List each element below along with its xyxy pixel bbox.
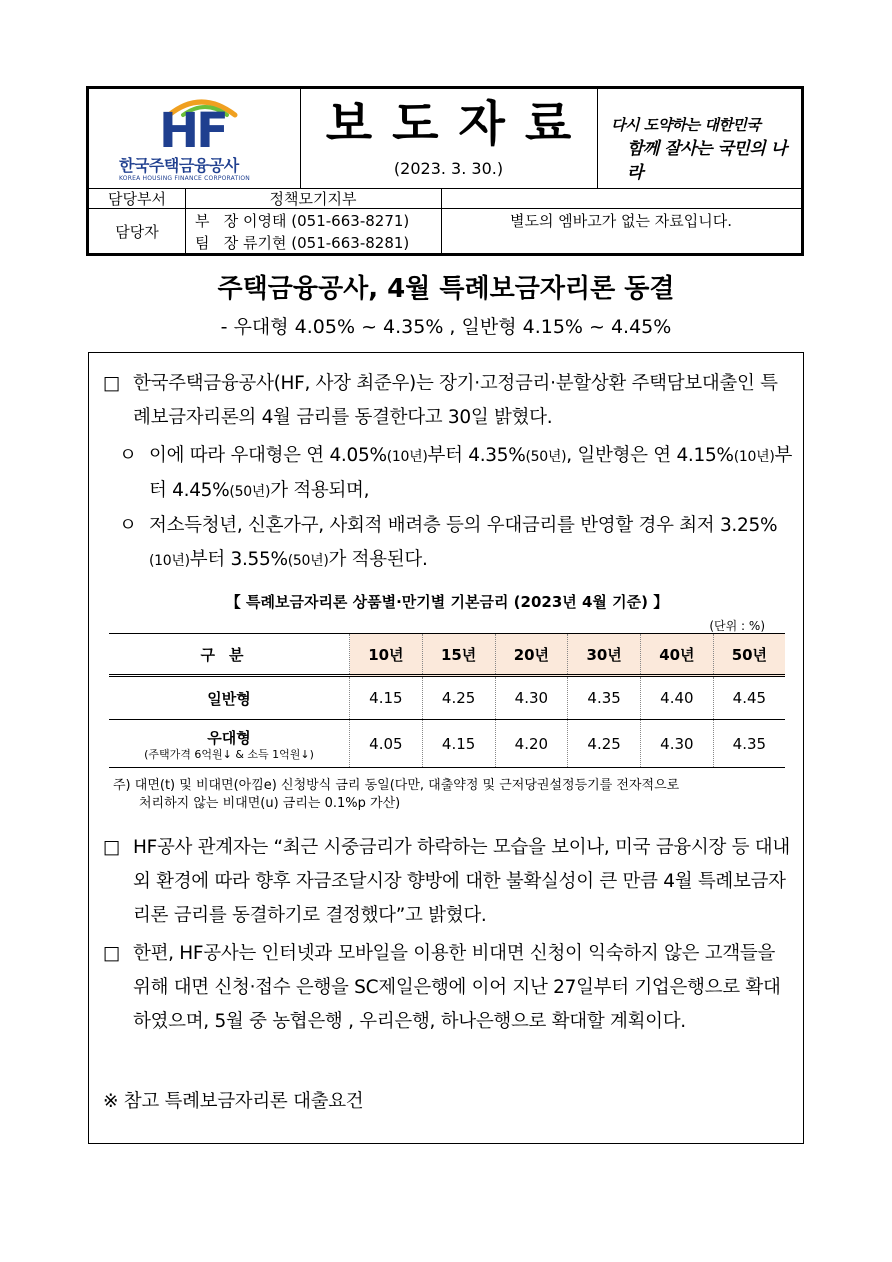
table-cell: 4.35 <box>568 676 641 720</box>
bullet-2-text <box>119 509 793 578</box>
b2-part-b-sub: (50년) <box>287 553 329 569</box>
body-box <box>88 352 804 1144</box>
row-label-preferred-condition: (주택가격 6억원↓ & 소득 1억원↓) <box>144 747 314 761</box>
table-cell: 4.15 <box>350 676 423 720</box>
slogan-line-2: 함께 잘사는 국민의 나라 <box>627 139 787 183</box>
b2-part-a: 저소득청년, 신혼가구, 사회적 배려층 등의 우대금리를 반영할 경우 최저 3.25% <box>149 515 778 536</box>
slogan <box>611 113 801 185</box>
circle-bullet: ㅇ <box>119 515 137 536</box>
paragraph-3-text: 한편, HF공사는 인터넷과 모바일을 이용한 비대면 신청이 익숙하지 않은 고객들을 위해 대면 신청·접수 은행을 SC제일은행에 이어 지난 27일부터 기업은행으로 확대하였으며, 5월 중 농협은행 , 우리은행, 하나은행으로 확대할 계획이다. <box>133 943 781 1032</box>
footnote-line-2: 처리하지 않는 비대면(u) 금리는 0.1%p 가산) <box>139 796 401 811</box>
contacts <box>185 209 442 253</box>
table-cell: 4.30 <box>641 720 714 768</box>
contact-row <box>89 209 801 253</box>
contact-team-lead: 팀 장 류기현 (051-663-8281) <box>195 234 410 252</box>
table-cell: 4.35 <box>713 720 785 768</box>
bullet-1-text <box>119 439 793 509</box>
table-footnote <box>113 777 793 813</box>
row-label-general: 일반형 <box>207 689 251 708</box>
header-year-15: 15년 <box>422 634 495 676</box>
circle-bullet: ㅇ <box>119 445 137 466</box>
logo-hf: HF <box>159 103 226 159</box>
press-release-header <box>86 86 804 256</box>
table-cell: 4.40 <box>641 676 714 720</box>
header-year-50: 50년 <box>713 634 785 676</box>
square-bullet: □ <box>103 943 121 964</box>
b2-part-b: 부터 3.55% <box>189 549 288 570</box>
paragraph-2 <box>103 831 793 933</box>
embargo-notice: 별도의 엠바고가 없는 자료입니다. <box>510 212 732 230</box>
table-row <box>109 676 785 720</box>
header-year-40: 40년 <box>641 634 714 676</box>
press-release-title: 보도자료 <box>325 96 592 152</box>
b1-part-e: 가 적용되며, <box>270 480 370 501</box>
b1-part-a-sub: (10년) <box>386 449 428 465</box>
b1-part-d: 부터 4.45% <box>149 445 793 501</box>
b2-part-a-sub: (10년) <box>149 553 190 569</box>
rates-table <box>109 633 785 768</box>
table-cell: 4.25 <box>422 676 495 720</box>
bullet-1 <box>119 439 793 509</box>
dept-label: 담당부서 <box>89 188 186 208</box>
release-date: (2023. 3. 30.) <box>393 159 504 178</box>
b1-part-a: 이에 따라 우대형은 연 4.05% <box>149 445 387 466</box>
reference-note: ※ 참고 특례보금자리론 대출요건 <box>103 1091 364 1112</box>
header-year-30: 30년 <box>568 634 641 676</box>
table-header-row <box>109 634 785 676</box>
table-cell: 4.25 <box>568 720 641 768</box>
row-label-preferred <box>109 720 350 768</box>
header-top-row <box>89 89 801 189</box>
logo-cell <box>89 89 301 188</box>
subheadline: - 우대형 4.05% ~ 4.35% , 일반형 4.15% ~ 4.45% <box>220 316 672 338</box>
footnote-line-1: 주) 대면(t) 및 비대면(아낌e) 신청방식 금리 동일(다만, 대출약정 및 근저당권설정등기를 전자적으로 <box>113 778 680 793</box>
paragraph-1 <box>103 367 793 435</box>
table-cell: 4.05 <box>350 720 423 768</box>
paragraph-1-text: 한국주택금융공사(HF, 사장 최준우)는 장기·고정금리·분할상환 주택담보대출인 특례보금자리론의 4월 금리를 동결한다고 30일 밝혔다. <box>133 373 778 428</box>
b2-part-c: 가 적용된다. <box>328 549 428 570</box>
slogan-line-1: 다시 도약하는 대한민국 <box>611 116 761 134</box>
table-row <box>109 720 785 768</box>
square-bullet: □ <box>103 837 121 858</box>
b1-part-d-sub: (50년) <box>229 484 271 500</box>
header-year-10: 10년 <box>350 634 423 676</box>
b1-part-b-sub: (50년) <box>525 449 567 465</box>
dept-name: 정책모기지부 <box>185 188 442 208</box>
b1-part-c: , 일반형은 연 4.15% <box>566 445 734 466</box>
table-unit: (단위 : %) <box>709 619 765 633</box>
headline: 주택금융공사, 4월 특례보금자리론 동결 <box>217 274 675 304</box>
table-cell: 4.20 <box>495 720 568 768</box>
table-title: 【 특례보금자리론 상품별·만기별 기본금리 (2023년 4월 기준) 】 <box>225 593 669 611</box>
slogan-cell <box>597 89 801 188</box>
title-cell <box>300 89 598 188</box>
org-name-en: KOREA HOUSING FINANCE CORPORATION <box>119 175 250 182</box>
table-cell: 4.15 <box>422 720 495 768</box>
header-year-20: 20년 <box>495 634 568 676</box>
header-category: 구분 <box>109 634 350 676</box>
b1-part-c-sub: (10년) <box>733 449 775 465</box>
table-cell: 4.30 <box>495 676 568 720</box>
org-name: 한국주택금융공사 <box>119 156 239 175</box>
contact-manager: 부 장 이영태 (051-663-8271) <box>195 212 410 230</box>
contact-label: 담당자 <box>89 209 186 253</box>
paragraph-3 <box>103 937 793 1039</box>
bullet-2 <box>119 509 793 578</box>
square-bullet: □ <box>103 373 121 394</box>
b1-part-b: 부터 4.35% <box>427 445 526 466</box>
paragraph-2-text: HF공사 관계자는 “최근 시중금리가 하락하는 모습을 보이나, 미국 금융시장 등 대내외 환경에 따라 향후 자금조달시장 향방에 대한 불확실성이 큰 만큼 4월 특례보금자리론 금리를 동결하기로 결정했다”고 밝혔다. <box>133 837 790 926</box>
row-label-preferred-text: 우대형 <box>207 728 251 747</box>
table-cell: 4.45 <box>713 676 785 720</box>
